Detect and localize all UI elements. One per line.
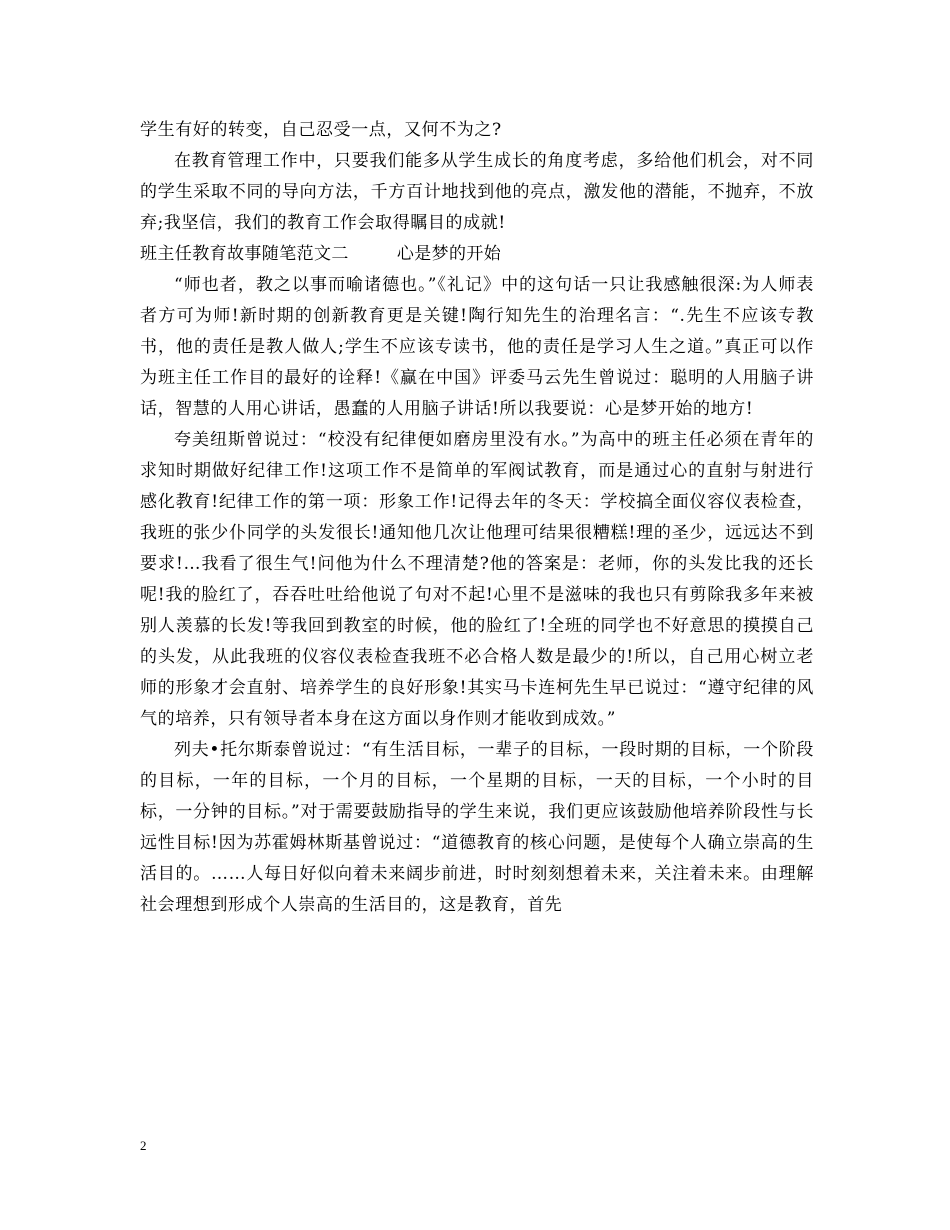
document-body	[140, 115, 814, 921]
section-heading	[140, 239, 814, 270]
paragraph-discipline: 夸美纽斯曾说过：“校没有纪律便如磨房里没有水。”为高中的班主任必须在青年的求知时期做好纪律工作!这项工作不是简单的军阀试教育，而是通过心的直射与射进行感化教育!纪律工作的第一项：形象工作!记得去年的冬天：学校搞全面仪容仪表检查，我班的张少仆同学的头发很长!通知他几次让他理可结果很糟糕!理的圣少，远远达不到要求!…我看了很生气!问他为什么不理清楚?他的答案是：老师，你的头发比我的还长呢!我的脸红了，吞吞吐吐给他说了句对不起!心里不是滋味的我也只有剪除我多年来被别人羡慕的长发!等我回到教室的时候，他的脸红了!全班的同学也不好意思的摸摸自己的头发，从此我班的仪容仪表检查我班不必合格人数是最少的!所以，自己用心树立老师的形象才会直射、培养学生的良好形象!其实马卡连柯先生早已说过：“遵守纪律的风气的培养，只有领导者本身在这方面以身作则才能收到成效。”	[140, 430, 814, 729]
paragraph-life-goals: 列夫•托尔斯泰曾说过：“有生活目标，一辈子的目标，一段时期的目标，一个阶段的目标，一年的目标，一个月的目标，一个星期的目标，一天的目标，一个小时的目标，一分钟的目标。”对于需要鼓励指导的学生来说，我们更应该鼓励他培养阶段性与长远性目标!因为苏霍姆林斯基曾说过：“道德教育的核心问题，是使每个人确立崇高的生活目的。……人每日好似向着未来阔步前进，时时刻刻想着未来，关注着未来。由理解社会理想到形成个人崇高的生活目的，这是教育，首先	[140, 740, 814, 915]
paragraph-continuation: 学生有好的转变，自己忍受一点，又何不为之?	[140, 120, 502, 140]
section-heading-title: 班主任教育故事随笔范文二	[140, 244, 349, 264]
page-number: 2	[140, 1138, 147, 1153]
paragraph-teacher-role: “师也者，教之以事而喻诸德也。”《礼记》中的这句话一只让我感触很深:为人师表者方可为师!新时期的创新教育更是关键!陶行知先生的治理名言：“.先生不应该专教书，他的责任是教人做人;学生不应该专读书，他的责任是学习人生之道。”真正可以作为班主任工作目的最好的诠释!《赢在中国》评委马云先生曾说过：聪明的人用脑子讲话，智慧的人用心讲话，愚蠢的人用脑子讲话!所以我要说：心是梦开始的地方!	[140, 275, 814, 419]
paragraph-education-management: 在教育管理工作中，只要我们能多从学生成长的角度考虑，多给他们机会，对不同的学生采取不同的导向方法，千方百计地找到他的亮点，激发他的潜能，不抛弃，不放弃;我坚信，我们的教育工作会取得瞩目的成就!	[140, 151, 814, 233]
section-heading-subtitle: 心是梦的开始	[396, 244, 502, 264]
